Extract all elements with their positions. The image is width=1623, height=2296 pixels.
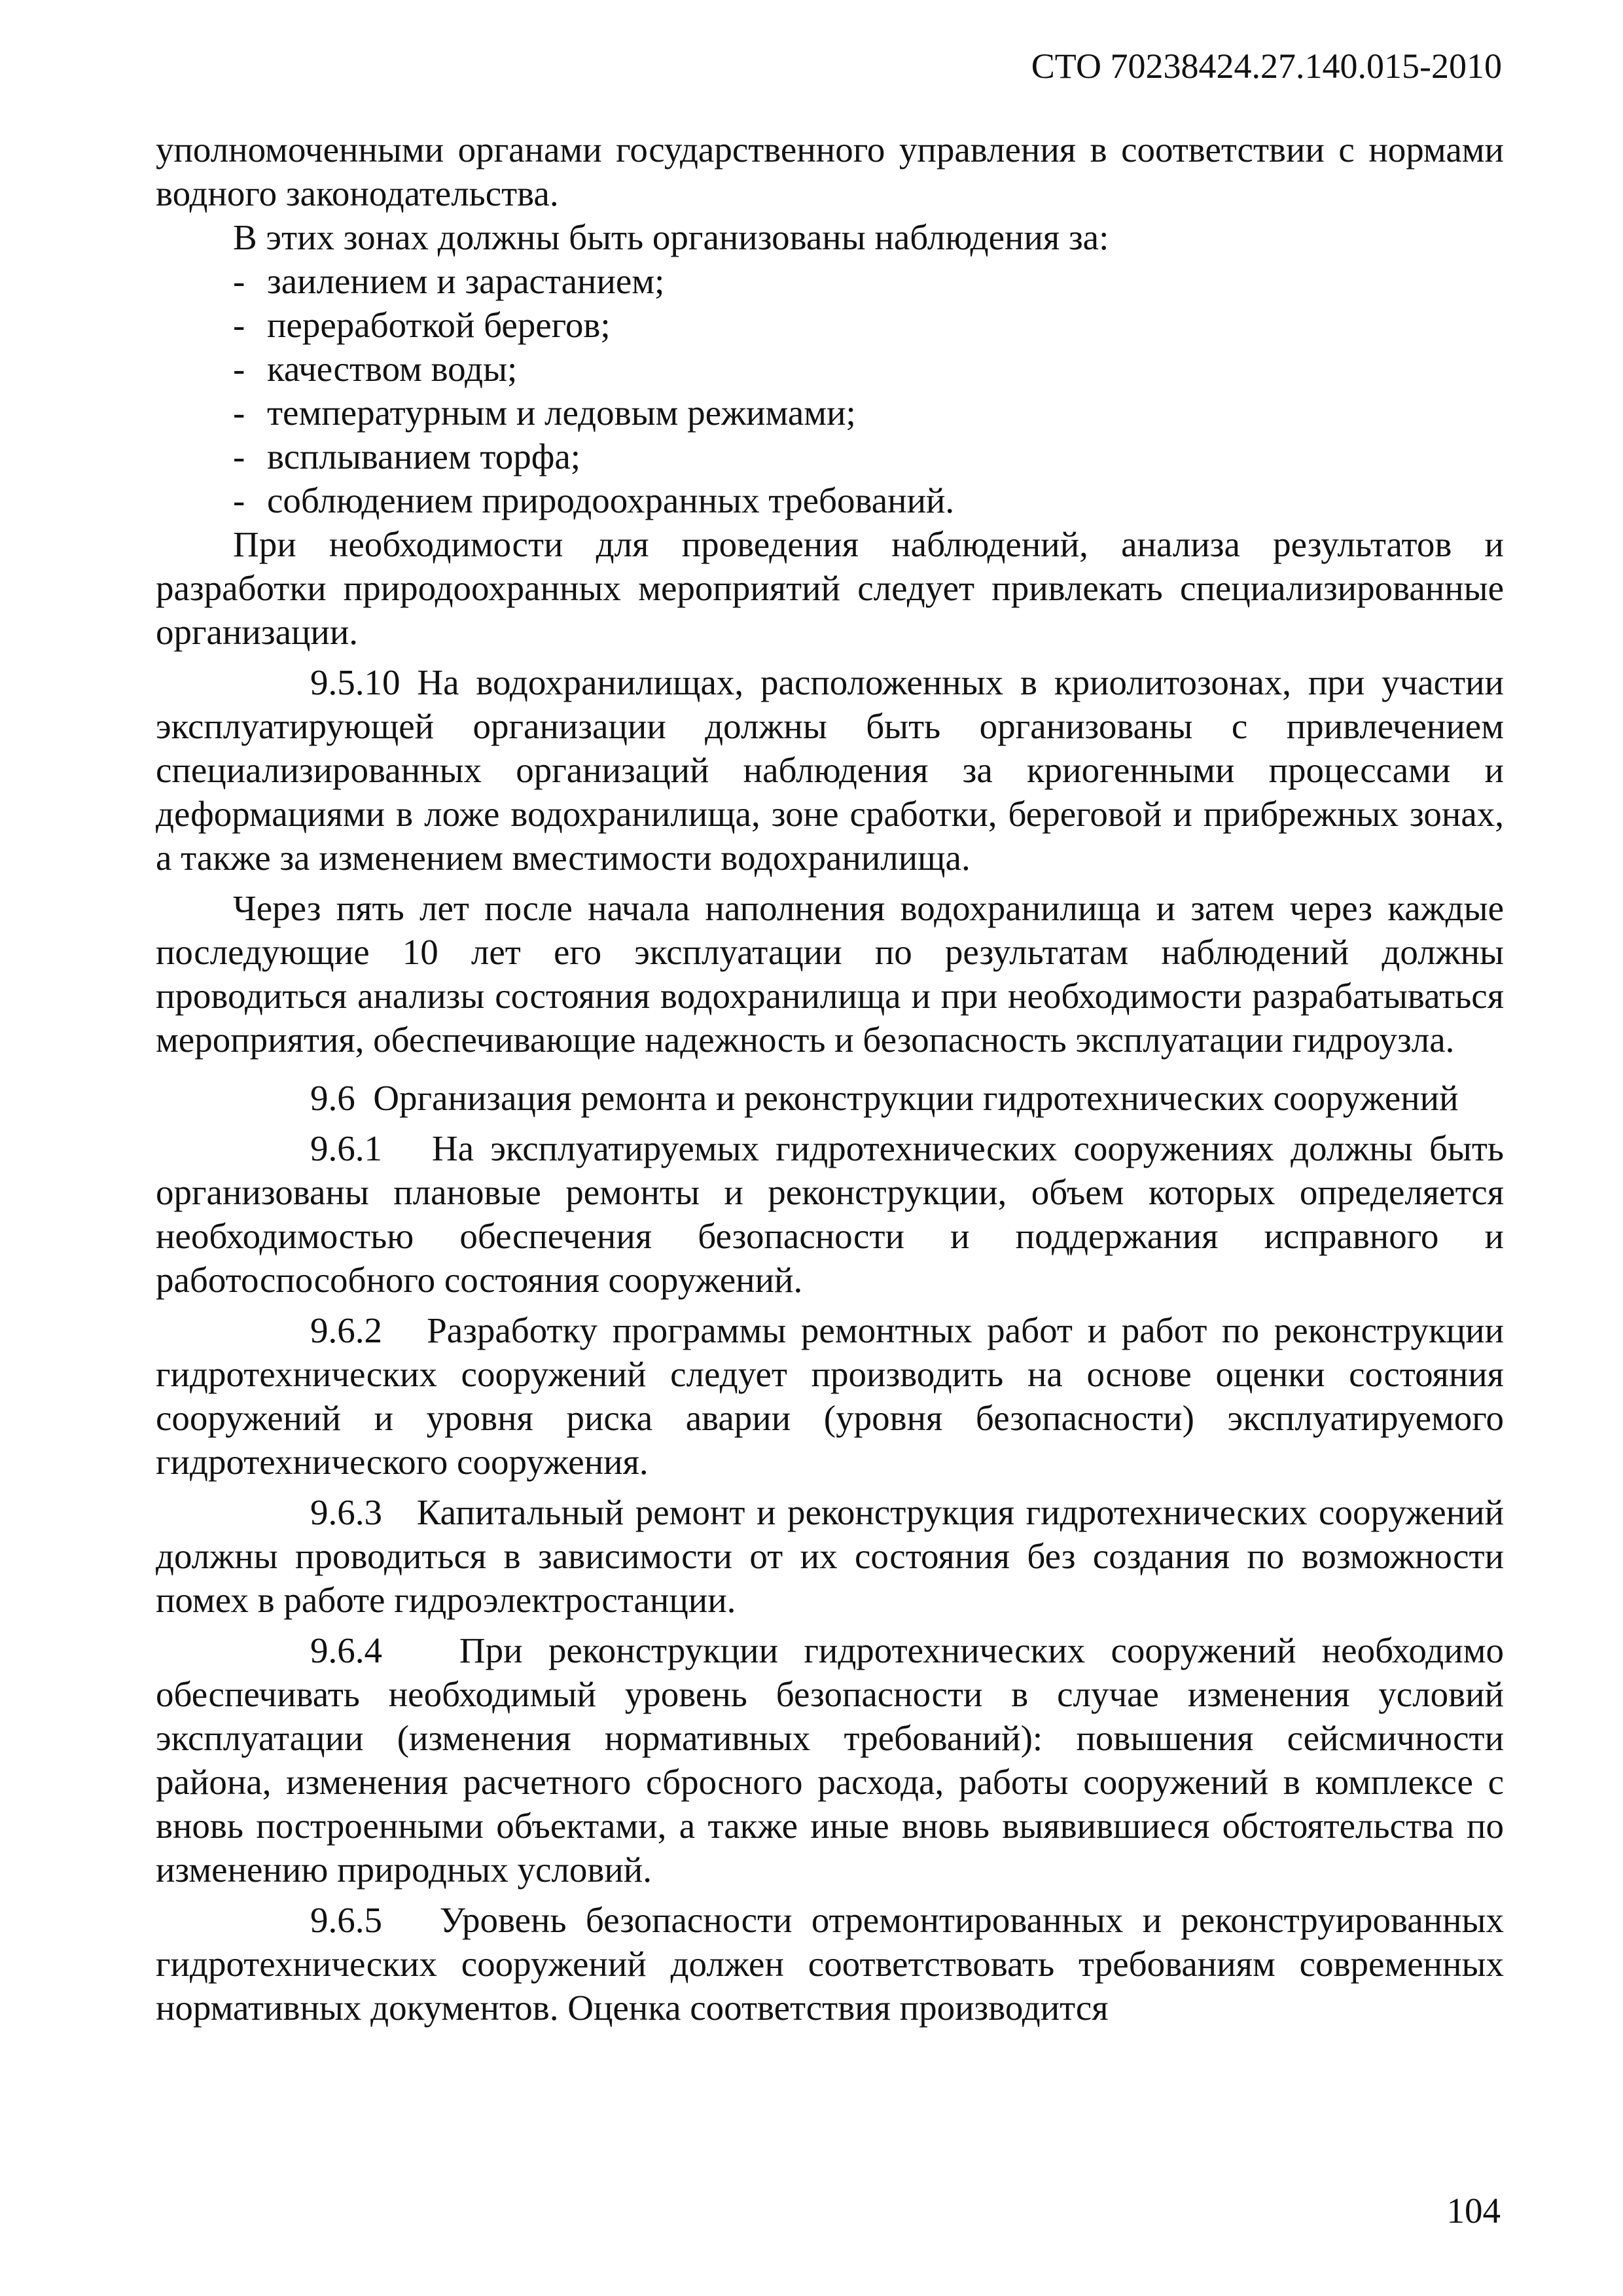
- list-item-text: соблюдением природоохранных требований.: [267, 480, 955, 520]
- clause-text: Капитальный ремонт и реконструкция гидротехнических сооружений должны проводиться в зависимости от их состояния без создания по возможности помех в работе гидроэлектростанции.: [156, 1492, 1505, 1620]
- document-body: [156, 128, 1504, 2030]
- intro-paragraph: уполномоченными органами государственного управления в соответствии с нормами водного законодательства.: [156, 130, 1504, 213]
- section-heading: [156, 1076, 1504, 1120]
- list-dash: -: [233, 349, 245, 389]
- list-dash: -: [233, 437, 245, 476]
- list-dash: -: [233, 480, 245, 520]
- list-item-text: температурным и ледовым режимами;: [267, 393, 856, 433]
- clause-text: На водохранилищах, расположенных в криолитозонах, при участии эксплуатирующей организации должны быть организованы с привлечением специализированных организаций наблюдения за криогенными процессами и деформациями в ложе водохранилища, зоне сработки, береговой и прибрежных зонах, а также за изменением вместимости водохранилища.: [156, 662, 1504, 878]
- list-item-text: переработкой берегов;: [267, 305, 611, 345]
- list-item-text: качеством воды;: [267, 349, 518, 389]
- clause-text: Разработку программы ремонтных работ и работ по реконструкции гидротехнических сооружений следует производить на основе оценки состояния сооружений и уровня риска аварии (уровня безопасности) эксплуатируемого гидротехнического сооружения.: [156, 1310, 1504, 1482]
- clause-text: При реконструкции гидротехнических сооружений необходимо обеспечивать необходимый уровень безопасности в случае изменения условий эксплуатации (изменения нормативных требований): повышения сейсмичности района, изменения расчетного сбросного расхода, работы сооружений в комплексе с вновь построенными объектами, а также иные вновь выявившиеся обстоятельства по изменению природных условий.: [156, 1630, 1504, 1890]
- page-number: 104: [1446, 2191, 1501, 2231]
- list-item: [156, 303, 1504, 347]
- clause-number: 9.6.4: [310, 1630, 382, 1670]
- section-heading-number: 9.6: [310, 1078, 355, 1118]
- specialists-paragraph: При необходимости для проведения наблюдений, анализа результатов и разработки природоохранных мероприятий следует привлекать специализированные организации.: [156, 524, 1504, 652]
- observation-lead: В этих зонах должны быть организованы наблюдения за:: [233, 217, 1109, 257]
- section-9-5-10: [156, 660, 1504, 880]
- clause-number: 9.6.5: [310, 1900, 382, 1940]
- list-item-text: заилением и зарастанием;: [267, 261, 665, 301]
- list-dash: -: [233, 393, 245, 433]
- clause-number: 9.6.1: [310, 1128, 382, 1168]
- list-item: [156, 391, 1504, 435]
- list-item-text: всплыванием торфа;: [267, 437, 581, 476]
- clause-text: На эксплуатируемых гидротехнических сооружениях должны быть организованы плановые ремонты и реконструкции, объем которых определяется необходимостью обеспечения безопасности и поддержания исправного и работоспособного состояния сооружений.: [156, 1128, 1505, 1300]
- list-item: [156, 347, 1504, 391]
- clause-number: 9.5.10: [310, 662, 401, 702]
- list-item: [156, 478, 1504, 522]
- list-item: [156, 435, 1504, 478]
- document-code-header: СТО 70238424.27.140.015-2010: [1031, 46, 1502, 86]
- section-9-6-4: [156, 1628, 1504, 1892]
- observation-list: [156, 259, 1504, 522]
- clause-text: Уровень безопасности отремонтированных и реконструированных гидротехнических сооружений должен соответствовать требованиям современных нормативных документов. Оценка соответствия производится: [156, 1900, 1504, 2028]
- section-9-6-5: [156, 1898, 1504, 2030]
- list-dash: -: [233, 305, 245, 345]
- five-years-paragraph: Через пять лет после начала наполнения водохранилища и затем через каждые последующие 10 лет его эксплуатации по результатам наблюдений должны проводиться анализы состояния водохранилища и при необходимости разрабатываться мероприятия, обеспечивающие надежность и безопасность эксплуатации гидроузла.: [156, 888, 1504, 1060]
- section-9-6-3: [156, 1490, 1504, 1622]
- clause-number: 9.6.3: [310, 1492, 382, 1532]
- section-heading-title: Организация ремонта и реконструкции гидротехнических сооружений: [373, 1078, 1459, 1118]
- list-item: [156, 259, 1504, 303]
- section-9-6-1: [156, 1126, 1504, 1302]
- list-dash: -: [233, 261, 245, 301]
- section-9-6-2: [156, 1308, 1504, 1484]
- clause-number: 9.6.2: [310, 1310, 382, 1350]
